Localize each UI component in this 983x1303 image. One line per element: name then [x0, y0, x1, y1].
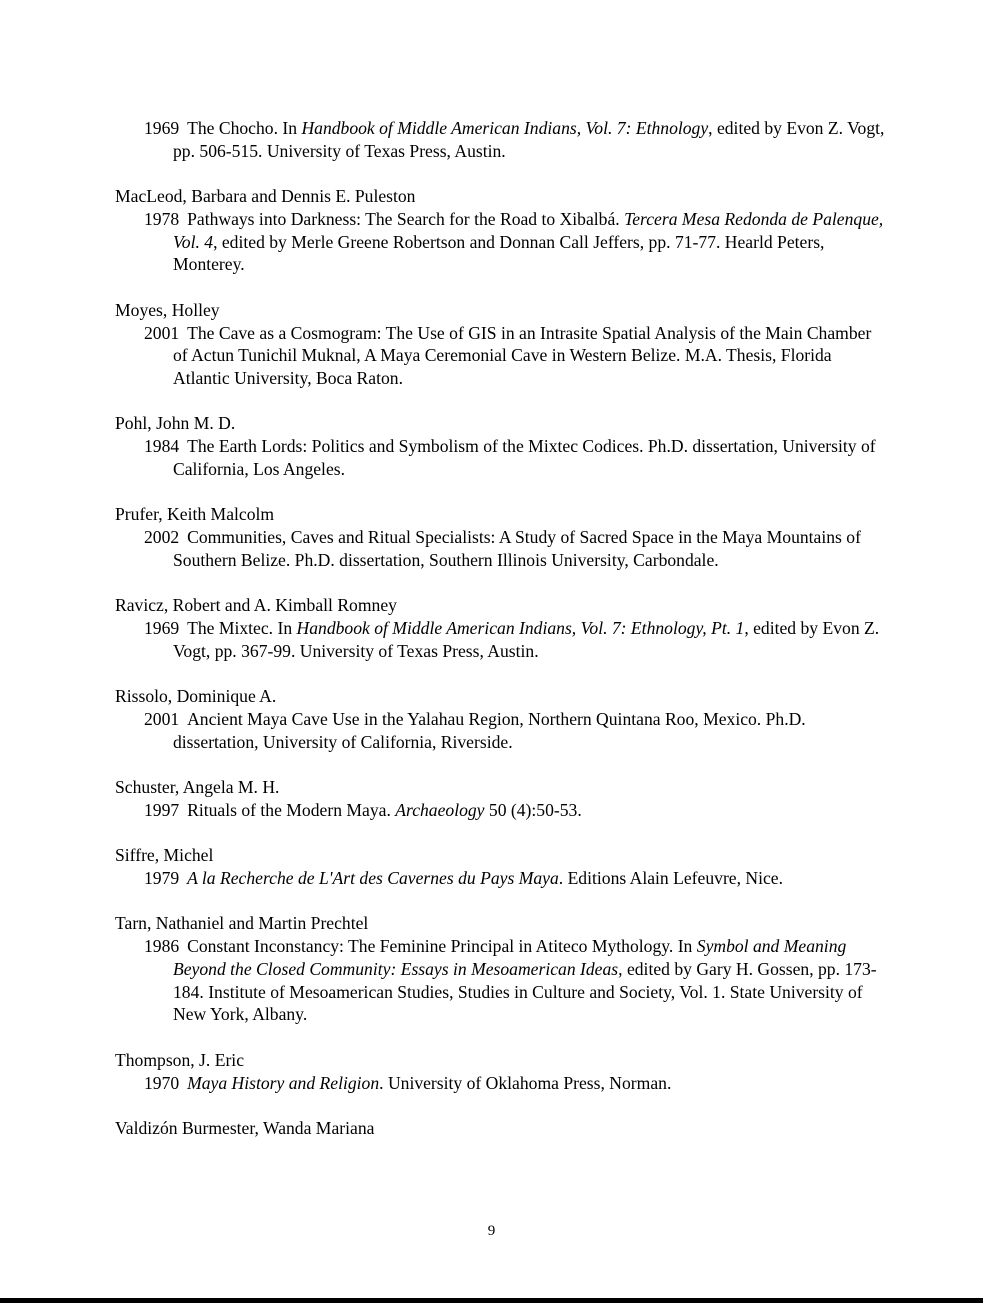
- reference-title: Tercera Mesa Redonda de Palenque, Vol. 4: [173, 208, 884, 252]
- reference-year: 2001: [144, 322, 180, 343]
- entry-author: Thompson, J. Eric: [115, 1049, 245, 1070]
- reference-text: The Mixtec. In: [187, 618, 297, 639]
- entry-author: Rissolo, Dominique A.: [115, 686, 277, 707]
- bibliography-entry: [115, 412, 885, 480]
- bibliography-entry: [115, 185, 885, 276]
- page-number: 9: [487, 1223, 496, 1239]
- reference-text: The Chocho. In: [187, 118, 302, 138]
- reference-text: Rituals of the Modern Maya.: [187, 799, 396, 820]
- entry-author: Ravicz, Robert and A. Kimball Romney: [115, 595, 397, 616]
- reference-title: Maya History and Religion: [187, 1072, 380, 1093]
- bibliography-entry: [115, 594, 885, 662]
- entry-author: Schuster, Angela M. H.: [115, 777, 280, 798]
- reference-text-after: , edited by Merle Greene Robertson and Donnan Call Jeffers, pp. 71-77. Hearld Peters, Monterey.: [173, 231, 825, 275]
- entry-reference: [144, 617, 885, 663]
- reference-title: Archaeology: [395, 799, 485, 820]
- bibliography-entry: [115, 912, 885, 1026]
- bibliography-entry: [115, 844, 885, 890]
- entry-author: Prufer, Keith Malcolm: [115, 504, 275, 525]
- bibliography-entry: [115, 299, 885, 390]
- entry-author: Tarn, Nathaniel and Martin Prechtel: [115, 913, 369, 934]
- entry-reference: [144, 708, 885, 754]
- reference-text-after: , edited by Evon Z. Vogt, pp. 506-515. University of Texas Press, Austin.: [173, 118, 885, 161]
- entry-reference: [144, 435, 885, 481]
- entry-reference: [144, 1072, 885, 1095]
- reference-continuation: [144, 117, 885, 163]
- reference-title: Symbol and Meaning Beyond the Closed Community: Essays in Mesoamerican Ideas,: [173, 936, 847, 979]
- reference-text: The Cave as a Cosmogram: The Use of GIS in an Intrasite Spatial Analysis of the Main Chamber of Actun Tunichil Muknal, A Maya Ceremonial Cave in Western Belize. M.A. Thesis, Florida Atlantic University, Boca Raton.: [173, 322, 872, 389]
- reference-year: 1986: [144, 936, 180, 957]
- page-bottom-border: [0, 1298, 983, 1303]
- entry-reference: [144, 935, 885, 1026]
- reference-year: 1997: [144, 799, 180, 820]
- reference-year: 1969: [144, 118, 180, 138]
- entry-author: Siffre, Michel: [115, 845, 214, 866]
- bibliography-list: [115, 117, 885, 1162]
- reference-text-after: . University of Oklahoma Press, Norman.: [379, 1072, 672, 1093]
- reference-text: Pathways into Darkness: The Search for the Road to Xibalbá.: [187, 208, 625, 229]
- reference-text: The Earth Lords: Politics and Symbolism of the Mixtec Codices. Ph.D. dissertation, University of California, Los Angeles.: [173, 436, 876, 480]
- reference-year: 1969: [144, 618, 180, 639]
- reference-title: Handbook of Middle American Indians, Vol. 7: Ethnology: [301, 118, 709, 138]
- reference-text: Ancient Maya Cave Use in the Yalahau Region, Northern Quintana Roo, Mexico. Ph.D. dissertation, University of California, Riverside.: [173, 708, 806, 752]
- reference-year: 2002: [144, 527, 180, 548]
- reference-title: A la Recherche de L'Art des Cavernes du Pays Maya: [187, 867, 559, 888]
- bibliography-entry: [115, 503, 885, 571]
- entry-author: Moyes, Holley: [115, 299, 220, 320]
- reference-year: 1978: [144, 208, 180, 229]
- reference-text-after: 50 (4):50-53.: [484, 799, 582, 820]
- reference-year: 1970: [144, 1072, 180, 1093]
- reference-year: 1979: [144, 867, 180, 888]
- reference-text: Constant Inconstancy: The Feminine Principal in Atiteco Mythology. In: [187, 936, 697, 957]
- entry-reference: [144, 526, 885, 572]
- entry-author: MacLeod, Barbara and Dennis E. Puleston: [115, 186, 416, 207]
- reference-year: 2001: [144, 708, 180, 729]
- reference-text-after: , edited by Evon Z. Vogt, pp. 367-99. University of Texas Press, Austin.: [173, 618, 880, 661]
- reference-year: 1984: [144, 436, 180, 457]
- reference-text-after: . Editions Alain Lefeuvre, Nice.: [558, 867, 784, 888]
- bibliography-entry: [115, 685, 885, 753]
- bibliography-entry: [115, 1049, 885, 1095]
- entry-reference: [144, 208, 885, 276]
- bibliography-entry: [115, 776, 885, 822]
- reference-text-after: edited by Gary H. Gossen, pp. 173-184. Institute of Mesoamerican Studies, Studies in Culture and Society, Vol. 1. State University of New York, Albany.: [173, 958, 877, 1025]
- reference-title: Handbook of Middle American Indians, Vol. 7: Ethnology, Pt. 1: [296, 618, 745, 639]
- entry-reference: [144, 322, 885, 390]
- entry-reference: [144, 799, 885, 822]
- bibliography-entry: [115, 1117, 885, 1140]
- entry-author: Valdizón Burmester, Wanda Mariana: [115, 1117, 375, 1138]
- entry-reference: [144, 867, 885, 890]
- reference-text: Communities, Caves and Ritual Specialists: A Study of Sacred Space in the Maya Mountains of Southern Belize. Ph.D. dissertation, Southern Illinois University, Carbondale.: [173, 527, 861, 570]
- entry-author: Pohl, John M. D.: [115, 413, 236, 434]
